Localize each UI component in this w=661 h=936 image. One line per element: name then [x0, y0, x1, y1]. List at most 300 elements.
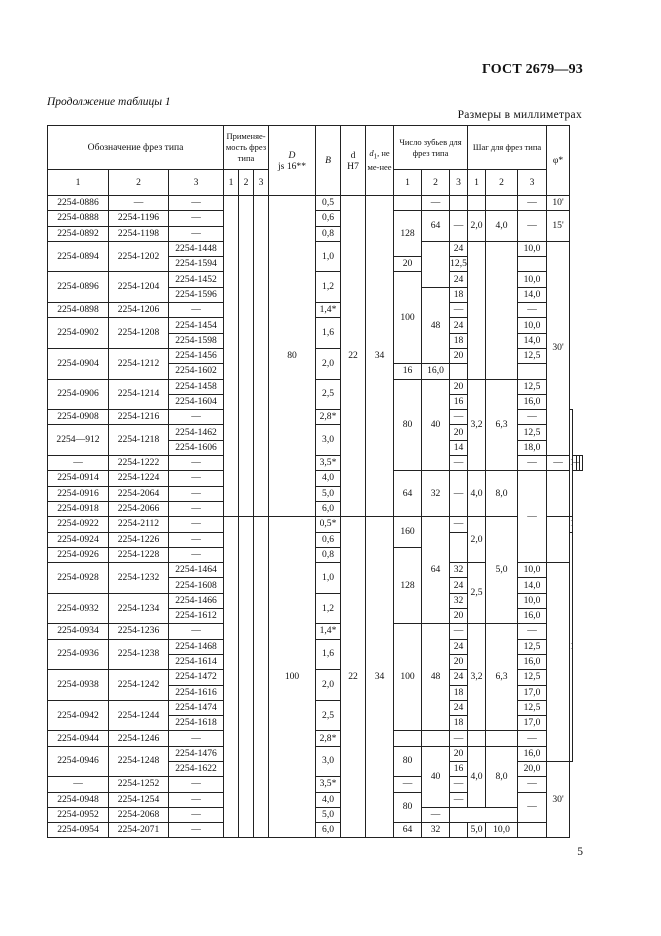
- table-cell: 2254-0888: [48, 211, 109, 226]
- table-cell: 100: [394, 624, 422, 731]
- table-cell: 12,5: [450, 257, 468, 272]
- table-cell: 2254-1238: [109, 639, 169, 670]
- table-cell: 2,5: [316, 700, 341, 731]
- col-d: d H7: [341, 126, 366, 196]
- table-cell: 1,2: [316, 593, 341, 624]
- table-cell: 2254-1226: [109, 532, 169, 547]
- table-cell: 14,0: [518, 578, 547, 593]
- table-cell: 8,0: [486, 746, 518, 807]
- table-cell: [254, 196, 269, 517]
- table-cell: 2254-0952: [48, 807, 109, 822]
- table-cell: —: [450, 517, 468, 532]
- table-cell: 0,8: [316, 547, 341, 562]
- table-cell: 2254-1594: [169, 257, 224, 272]
- table-cell: 2254-0896: [48, 272, 109, 303]
- table-cell: 12,5: [518, 425, 547, 440]
- table-cell: —: [169, 303, 224, 318]
- table-cell: 3,0: [316, 746, 341, 777]
- col-teeth: Число зубьев для фрез типа: [394, 126, 468, 170]
- table-cell: 2254-1606: [169, 440, 224, 455]
- table-cell: —: [169, 486, 224, 501]
- table-cell: [518, 823, 547, 838]
- table-cell: —: [518, 456, 547, 471]
- table-cell: —: [518, 471, 547, 563]
- table-cell: [239, 517, 254, 838]
- table-cell: 2254-0932: [48, 593, 109, 624]
- table-cell: 100: [269, 517, 316, 838]
- table-cell: [486, 731, 518, 746]
- table-cell: 80: [394, 746, 422, 777]
- table-cell: 16,0: [518, 609, 547, 624]
- table-cell: 2254-1466: [169, 593, 224, 608]
- table-cell: 4,0: [316, 792, 341, 807]
- table-cell: 0,8: [316, 226, 341, 241]
- table-cell: [570, 532, 573, 761]
- col-num: 2: [486, 170, 518, 196]
- col-num: 3: [450, 170, 468, 196]
- table-cell: 17,0: [518, 685, 547, 700]
- table-cell: —: [518, 792, 547, 823]
- table-cell: [468, 241, 486, 379]
- table-cell: [239, 196, 254, 517]
- table-cell: 12,5: [518, 670, 547, 685]
- table-cell: 2254-0918: [48, 501, 109, 516]
- table-cell: 80: [394, 792, 422, 823]
- table-cell: —: [518, 410, 547, 425]
- table-cell: —: [518, 731, 547, 746]
- table-cell: [547, 517, 570, 563]
- table-cell: 2254-0942: [48, 700, 109, 731]
- table-cell: [468, 731, 486, 746]
- table-cell: —: [547, 456, 570, 471]
- table-cell: 2254-1462: [169, 425, 224, 440]
- table-cell: —: [169, 517, 224, 532]
- table-cell: 2254-1232: [109, 563, 169, 594]
- table-cell: 20: [394, 257, 422, 272]
- table-cell: 2254-1204: [109, 272, 169, 303]
- table-cell: 2254-0914: [48, 471, 109, 486]
- table-cell: 2,8*: [316, 410, 341, 425]
- table-cell: 2254-0924: [48, 532, 109, 547]
- table-cell: 2254-0946: [48, 746, 109, 777]
- table-cell: 20: [450, 425, 468, 440]
- table-cell: —: [169, 624, 224, 639]
- table-cell: 2254-1252: [109, 777, 169, 792]
- table-cell: 22: [341, 196, 366, 517]
- table-cell: 2254-1222: [109, 456, 169, 471]
- table-cell: 2,0: [468, 211, 486, 242]
- table-cell: 2254—912: [48, 425, 109, 456]
- table-cell: 80: [269, 196, 316, 517]
- table-cell: —: [450, 211, 468, 242]
- table-cell: 2254-1468: [169, 639, 224, 654]
- table-cell: 2,5: [316, 379, 341, 410]
- table-cell: 2254-1248: [109, 746, 169, 777]
- table-cell: 2254-1604: [169, 394, 224, 409]
- table-cell: 2254-0886: [48, 196, 109, 211]
- table-cell: 1,4*: [316, 303, 341, 318]
- table-cell: 2254-1228: [109, 547, 169, 562]
- table-row: [48, 241, 583, 256]
- table-cell: [450, 823, 468, 838]
- table-cell: 2254-1218: [109, 425, 169, 456]
- table-cell: 2254-1614: [169, 654, 224, 669]
- table-cell: 40: [422, 379, 450, 471]
- table-row: [48, 379, 583, 394]
- table-cell: —: [169, 196, 224, 211]
- table-cell: 2254-1242: [109, 670, 169, 701]
- table-cell: 10,0: [486, 823, 518, 838]
- table-cell: 2254-0902: [48, 318, 109, 349]
- table-cell: 22: [341, 517, 366, 838]
- table-cell: 10,0: [518, 272, 547, 287]
- table-cell: 2254-2071: [109, 823, 169, 838]
- col-D: D js 16**: [269, 126, 316, 196]
- table-cell: 16,0: [422, 364, 450, 379]
- table-cell: 1,6: [316, 639, 341, 670]
- table-cell: 17,0: [518, 716, 547, 731]
- table-cell: 18: [450, 287, 468, 302]
- table-cell: 64: [422, 211, 450, 242]
- table-cell: 16: [450, 394, 468, 409]
- table-cell: 8,0: [486, 471, 518, 517]
- table-cell: 2254-0938: [48, 670, 109, 701]
- table-cell: 2254-1254: [109, 792, 169, 807]
- col-applicability: Применяе-мость фрез типа: [224, 126, 269, 170]
- table-row: [48, 731, 583, 746]
- table-cell: 16,0: [518, 394, 547, 409]
- table-cell: 24: [450, 639, 468, 654]
- table-row: [48, 517, 583, 532]
- table-cell: 18: [450, 716, 468, 731]
- table-cell: 16: [450, 761, 468, 776]
- table-cell: 2254-1476: [169, 746, 224, 761]
- table-cell: 2254-0934: [48, 624, 109, 639]
- table-cell: 1,0: [316, 241, 341, 272]
- table-cell: —: [169, 501, 224, 516]
- table-cell: 24: [450, 241, 468, 256]
- table-cell: 2254-1622: [169, 761, 224, 776]
- table-cell: 2,0: [316, 670, 341, 701]
- table-row: [48, 823, 583, 838]
- table-cell: 6,3: [486, 379, 518, 471]
- table-cell: 2254-1474: [169, 700, 224, 715]
- table-cell: 0,5*: [316, 517, 341, 532]
- table-cell: 2254-1224: [109, 471, 169, 486]
- table-cell: 2254-2066: [109, 501, 169, 516]
- table-cell: 18,0: [518, 440, 547, 455]
- table-cell: 18: [450, 333, 468, 348]
- table-cell: —: [450, 456, 468, 471]
- table-cell: 2254-0954: [48, 823, 109, 838]
- table-cell: [486, 196, 518, 211]
- table-cell: —: [450, 792, 468, 807]
- standard-code: ГОСТ 2679—93: [482, 62, 583, 77]
- table-cell: 24: [450, 670, 468, 685]
- table-cell: 5,0: [316, 486, 341, 501]
- table-cell: 2254-0948: [48, 792, 109, 807]
- table-cell: 2254-1234: [109, 593, 169, 624]
- table-cell: 12,5: [518, 379, 547, 394]
- table-cell: 14: [450, 440, 468, 455]
- table-cell: 18: [450, 685, 468, 700]
- table-cell: 2254-1464: [169, 563, 224, 578]
- table-cell: [468, 196, 486, 211]
- table-cell: —: [169, 471, 224, 486]
- table-cell: 32: [450, 563, 468, 578]
- table-row: [48, 211, 583, 226]
- table-cell: —: [450, 410, 468, 425]
- table-cell: —: [169, 211, 224, 226]
- col-d1: $d_1$, не ме-нее: [366, 126, 394, 196]
- col-num: 3: [518, 170, 547, 196]
- table-cell: 2254-0928: [48, 563, 109, 594]
- table-cell: [394, 731, 422, 746]
- table-cell: 3,5*: [316, 456, 341, 471]
- table-cell: 6,0: [316, 823, 341, 838]
- table-cell: 128: [394, 211, 422, 257]
- table-cell: [570, 517, 573, 532]
- table-cell: 2254-1212: [109, 348, 169, 379]
- table-cell: —: [169, 792, 224, 807]
- table-cell: 2254-0944: [48, 731, 109, 746]
- table-cell: 2254-1616: [169, 685, 224, 700]
- table-cell: 0,6: [316, 211, 341, 226]
- col-num: 1: [394, 170, 422, 196]
- table-cell: [422, 731, 450, 746]
- table-cell: —: [169, 731, 224, 746]
- table-cell: —: [169, 226, 224, 241]
- table-cell: 2254-1206: [109, 303, 169, 318]
- col-num: 2: [239, 170, 254, 196]
- table-cell: 30': [547, 761, 570, 837]
- col-num: 1: [48, 170, 109, 196]
- table-row: [48, 471, 583, 486]
- table-cell: 1,4*: [316, 624, 341, 639]
- table-cell: 24: [450, 318, 468, 333]
- table-cell: [579, 456, 582, 471]
- table-cell: —: [169, 532, 224, 547]
- col-num: 3: [169, 170, 224, 196]
- table-cell: 2254-0926: [48, 547, 109, 562]
- table-cell: 64: [394, 471, 422, 517]
- table-cell: 32: [450, 593, 468, 608]
- col-num: 1: [468, 170, 486, 196]
- table-cell: —: [450, 624, 468, 639]
- table-cell: 12,5: [518, 700, 547, 715]
- table-cell: [224, 196, 239, 517]
- table-cell: 5,0: [468, 823, 486, 838]
- table-cell: 2,8*: [316, 731, 341, 746]
- table-cell: 2254-0898: [48, 303, 109, 318]
- table-cell: 2,0: [468, 517, 486, 563]
- table-cell: 2254-1596: [169, 287, 224, 302]
- table-cell: 10': [547, 196, 570, 211]
- table-cell: 2254-0916: [48, 486, 109, 501]
- table-cell: 4,0: [486, 211, 518, 242]
- table-cell: 24: [450, 700, 468, 715]
- table-cell: 30': [547, 241, 570, 455]
- table-cell: 2254-1608: [169, 578, 224, 593]
- table-cell: 2254-1458: [169, 379, 224, 394]
- table-cell: 12,5: [518, 639, 547, 654]
- table-cell: —: [422, 807, 450, 822]
- table-cell: 2,0: [316, 348, 341, 379]
- table-cell: 10,0: [518, 241, 547, 256]
- table-cell: 2254-0892: [48, 226, 109, 241]
- table-cell: —: [48, 777, 109, 792]
- table-cell: —: [169, 777, 224, 792]
- table-cell: 2254-0922: [48, 517, 109, 532]
- table-cell: 2254-0906: [48, 379, 109, 410]
- table-row: [48, 624, 583, 639]
- table-cell: 6,0: [316, 501, 341, 516]
- table-cell: 64: [394, 823, 422, 838]
- table-cell: 34: [366, 517, 394, 838]
- table-cell: 160: [394, 517, 422, 548]
- table-cell: 3,2: [468, 379, 486, 471]
- table-cell: —: [518, 624, 547, 639]
- table-cell: 6,3: [486, 624, 518, 731]
- table-cell: 14,0: [518, 287, 547, 302]
- table-cell: 2254-0894: [48, 241, 109, 272]
- table-cell: 1,0: [316, 563, 341, 594]
- table-cell: 40: [422, 746, 450, 807]
- table-cell: 2254-1454: [169, 318, 224, 333]
- col-B: B: [316, 126, 341, 196]
- table-cell: 2254-1448: [169, 241, 224, 256]
- table-cell: 48: [422, 287, 450, 363]
- table-row: [48, 746, 583, 761]
- table-cell: 15': [547, 211, 570, 242]
- table-cell: —: [169, 807, 224, 822]
- table-cell: 2254-1612: [169, 609, 224, 624]
- table-cell: —: [169, 456, 224, 471]
- table-cell: 2254-1208: [109, 318, 169, 349]
- table-cell: 2254-1598: [169, 333, 224, 348]
- table-cell: 12,5: [518, 348, 547, 363]
- table-cell: —: [518, 777, 547, 792]
- table-cell: 16,0: [518, 654, 547, 669]
- table-cell: —: [422, 196, 450, 211]
- table-cell: 20: [450, 746, 468, 761]
- table-cell: 5,0: [316, 807, 341, 822]
- table-caption: Продолжение таблицы 1: [47, 96, 171, 108]
- col-pitch: Шаг для фрез типа: [468, 126, 547, 170]
- table-cell: [422, 241, 450, 287]
- table-cell: —: [109, 196, 169, 211]
- table-cell: 3,0: [316, 425, 341, 456]
- table-cell: 10,0: [518, 593, 547, 608]
- table-cell: 10,0: [518, 563, 547, 578]
- table-cell: 2254-1202: [109, 241, 169, 272]
- table-cell: 2254-1244: [109, 700, 169, 731]
- table-cell: 2254-1472: [169, 670, 224, 685]
- col-num: 1: [224, 170, 239, 196]
- table-cell: 3,2: [468, 624, 486, 731]
- table-cell: —: [169, 410, 224, 425]
- table-cell: 2254-0936: [48, 639, 109, 670]
- table-cell: [450, 532, 468, 563]
- table-cell: [224, 517, 239, 838]
- table-cell: —: [450, 777, 468, 792]
- table-cell: —: [518, 196, 547, 211]
- table-cell: 0,6: [316, 532, 341, 547]
- table-cell: 2254-2064: [109, 486, 169, 501]
- table-cell: 2254-1456: [169, 348, 224, 363]
- table-cell: 32: [422, 471, 450, 517]
- table-cell: [486, 241, 518, 379]
- table-cell: 20: [450, 609, 468, 624]
- table-cell: 2254-1602: [169, 364, 224, 379]
- table-cell: 34: [366, 196, 394, 517]
- table-cell: 0,5: [316, 196, 341, 211]
- table-cell: —: [450, 303, 468, 318]
- table-cell: 3,5*: [316, 777, 341, 792]
- page-number: 5: [577, 846, 583, 858]
- table-cell: 2254-1216: [109, 410, 169, 425]
- table-cell: [450, 196, 468, 211]
- table-cell: 4,0: [468, 471, 486, 517]
- table-cell: 16,0: [518, 746, 547, 761]
- units-note: Размеры в миллиметрах: [457, 109, 582, 121]
- table-cell: —: [169, 823, 224, 838]
- col-designation: Обозначение фрез типа: [48, 126, 224, 170]
- table-cell: 2254-1246: [109, 731, 169, 746]
- table-cell: 10,0: [518, 318, 547, 333]
- table-cell: 100: [394, 272, 422, 364]
- table-cell: 20: [450, 348, 468, 363]
- table-cell: 80: [394, 379, 422, 471]
- table-cell: —: [518, 303, 547, 318]
- table-cell: —: [518, 211, 547, 242]
- cutter-dimensions-table: [47, 125, 583, 838]
- table-cell: 16: [394, 364, 422, 379]
- table-cell: 20,0: [518, 761, 547, 776]
- col-num: 2: [109, 170, 169, 196]
- table-cell: 2254-1214: [109, 379, 169, 410]
- table-cell: 1,6: [316, 318, 341, 349]
- table-cell: 2254-1618: [169, 716, 224, 731]
- table-cell: 2,5: [468, 563, 486, 624]
- table-cell: 24: [450, 578, 468, 593]
- table-cell: 2254-0908: [48, 410, 109, 425]
- table-cell: 64: [422, 517, 450, 624]
- table-cell: 14,0: [518, 333, 547, 348]
- table-cell: 2254-2112: [109, 517, 169, 532]
- table-cell: 20: [450, 654, 468, 669]
- table-row: [48, 807, 583, 822]
- table-cell: 2254-2068: [109, 807, 169, 822]
- table-cell: —: [394, 777, 422, 792]
- table-row: [48, 196, 583, 211]
- table-cell: 48: [422, 624, 450, 731]
- table-cell: 2254-1452: [169, 272, 224, 287]
- table-cell: 2254-1196: [109, 211, 169, 226]
- table-cell: 32: [422, 823, 450, 838]
- col-num: 3: [254, 170, 269, 196]
- col-num: 2: [422, 170, 450, 196]
- table-cell: —: [48, 456, 109, 471]
- table-cell: [254, 517, 269, 838]
- table-cell: 20: [450, 379, 468, 394]
- table-cell: 2254-1236: [109, 624, 169, 639]
- table-cell: 5,0: [486, 517, 518, 624]
- table-cell: 2254-0904: [48, 348, 109, 379]
- table-cell: 1,2: [316, 272, 341, 303]
- table-cell: —: [450, 731, 468, 746]
- table-cell: 4,0: [316, 471, 341, 486]
